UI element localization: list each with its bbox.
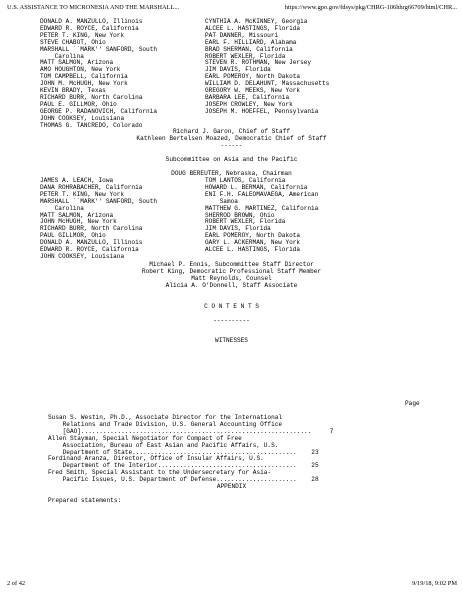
subcommittee-member: DANA ROHRABACHER, California — [40, 183, 143, 191]
subcommittee-member: ROBERT WEXLER, Florida — [205, 218, 286, 226]
committee-member: ALCEE L. HASTINGS, Florida — [205, 24, 301, 32]
subcommittee-member: EDWARD R. ROYCE, California — [40, 246, 139, 254]
subcommittee-member: SHERROD BROWN, Ohio — [205, 211, 275, 219]
committee-member: EARL POMEROY, North Dakota — [205, 73, 301, 81]
print-footer-datetime: 9/19/18, 9:02 PM — [412, 580, 457, 587]
committee-member: RICHARD BURR, North Carolina — [40, 93, 143, 101]
subcommittee-member: PETER T. KING, New York — [40, 190, 125, 198]
committee-member: JOSEPH CROWLEY, New York — [205, 100, 293, 108]
subcommittee-member: Samoa — [205, 197, 238, 205]
committee-member: GEORGE P. RADANOVICH, California — [40, 107, 158, 115]
committee-member: AMO HOUGHTON, New York — [40, 66, 121, 74]
subcommittee-member: DONALD A. MANZULLO, Illinois — [40, 239, 143, 247]
print-header-title: U.S. ASSISTANCE TO MICRONESIA AND THE MARSHALL... — [7, 4, 180, 11]
print-footer-page: 2 of 42 — [7, 580, 26, 587]
committee-member: EARL F. HILLIARD, Alabama — [205, 38, 297, 46]
page-column-label: Page — [405, 400, 420, 407]
appendix-heading: APPENDIX — [216, 483, 247, 490]
committee-member: PETER T. KING, New York — [40, 31, 125, 39]
subcommittee-right-column — [205, 178, 318, 254]
committee-member: CYNTHIA A. McKINNEY, Georgia — [205, 18, 308, 25]
subcommittee-staff-associate: Alicia A. O'Donnell, Staff Associate — [165, 282, 298, 289]
committee-member: BRAD SHERMAN, California — [205, 45, 293, 53]
subcommittee-counsel: Matt Reynolds, Counsel — [191, 275, 272, 282]
browser-print-footer — [0, 580, 463, 592]
subcommittee-member: HOWARD L. BERMAN, California — [205, 183, 308, 191]
witnesses-heading: WITNESSES — [215, 337, 248, 344]
section-divider: ------ — [220, 142, 243, 149]
committee-member: EDWARD R. ROYCE, California — [40, 24, 139, 32]
browser-print-header — [0, 4, 463, 16]
subcommittee-member: ALCEE L. HASTINGS, Florida — [205, 246, 301, 254]
subcommittee-member: Carolina — [40, 204, 84, 212]
subcommittee-member: MARSHALL ``MARK'' SANFORD, South — [40, 197, 158, 205]
subcommittee-member: TOM LANTOS, California — [205, 177, 286, 184]
committee-member: TOM CAMPBELL, California — [40, 73, 128, 81]
subcommittee-member: PAUL GILLMOR, Ohio — [40, 232, 106, 240]
witness-list: Susan S. Westin, Ph.D., Associate Director for the International Relations and Trade Division, U.S. General Accounting Office [GAO]............................................................... 7 Allen Stayman, Special Negotiator for Compact of Free Association, Bureau of East Asian and Pacific Affairs, U.S. Department of State............................................. 23 Ferdinand Aranza, Director, Office of Insular Affairs, U.S. Department of the Interior...................................... 25 Fred Smith, Special Assistant to the Undersecretary for Asia- Pacific Issues, U.S. Department of Defense...................... 28 — [48, 414, 334, 484]
subcommittee-staff-director: Michael P. Ennis, Subcommittee Staff Director — [149, 261, 314, 268]
subcommittee-member: JOHN McHUGH, New York — [40, 218, 117, 226]
committee-member: STEVEN R. ROTHMAN, New Jersey — [205, 59, 312, 67]
committee-member: JIM DAVIS, Florida — [205, 66, 271, 74]
subcommittee-member: JIM DAVIS, Florida — [205, 225, 271, 233]
print-header-url: https://www.gpo.gov/fdsys/pkg/CHRG-106hhrg66709/html/CHR... — [284, 4, 457, 11]
subcommittee-member: MATTHEW G. MARTINEZ, California — [205, 204, 319, 212]
committee-member: JOHN M. McHUGH, New York — [40, 80, 128, 88]
committee-member: STEVE CHABOT, Ohio — [40, 38, 106, 46]
committee-member: ROBERT WEXLER, Florida — [205, 52, 286, 60]
subcommittee-left-column — [40, 178, 157, 261]
subcommittee-member: JAMES A. LEACH, Iowa — [40, 177, 114, 184]
committee-member: Carolina — [40, 52, 84, 60]
committee-member: THOMAS G. TANCREDO, Colorado — [40, 121, 143, 129]
committee-member: PAT DANNER, Missouri — [205, 31, 279, 39]
committee-member: JOHN COOKSEY, Louisiana — [40, 114, 125, 122]
committee-member: MARSHALL ``MARK'' SANFORD, South — [40, 45, 158, 53]
subcommittee-member: MATT SALMON, Arizona — [40, 211, 114, 219]
committee-member: BARBARA LEE, California — [205, 93, 290, 101]
committee-member: PAUL E. GILLMOR, Ohio — [40, 100, 117, 108]
subcommittee-member: RICHARD BURR, North Carolina — [40, 225, 143, 233]
subcommittee-chairman: DOUG BEREUTER, Nebraska, Chairman — [171, 170, 292, 177]
staff-chief: Richard J. Garon, Chief of Staff — [172, 128, 291, 135]
committee-member: KEVIN BRADY, Texas — [40, 87, 106, 95]
subcommittee-member: JOHN COOKSEY, Louisiana — [40, 252, 125, 260]
contents-underline: ---------- — [213, 317, 250, 324]
subcommittee-professional-staff: Robert King, Democratic Professional Staff Member — [141, 268, 322, 275]
committee-member: WILLIAM D. DELAHUNT, Massachusetts — [205, 80, 330, 88]
contents-heading: C O N T E N T S — [204, 303, 259, 310]
subcommittee-title: Subcommittee on Asia and the Pacific — [165, 156, 298, 163]
committee-member: MATT SALMON, Arizona — [40, 59, 114, 67]
committee-left-column — [40, 19, 157, 130]
prepared-statements-label: Prepared statements: — [48, 497, 122, 504]
subcommittee-member: ENI F.H. FALEOMAVAEGA, American — [205, 190, 319, 198]
staff-democratic-chief: Kathleen Bertelsen Moazed, Democratic Chief of Staff — [136, 135, 327, 142]
committee-member: JOSEPH M. HOEFFEL, Pennsylvania — [205, 107, 319, 115]
subcommittee-member: EARL POMEROY, North Dakota — [205, 232, 301, 240]
committee-right-column — [205, 19, 329, 116]
subcommittee-member: GARY L. ACKERMAN, New York — [205, 239, 301, 247]
committee-member: GREGORY W. MEEKS, New York — [205, 87, 301, 95]
committee-member: DONALD A. MANZULLO, Illinois — [40, 18, 143, 25]
